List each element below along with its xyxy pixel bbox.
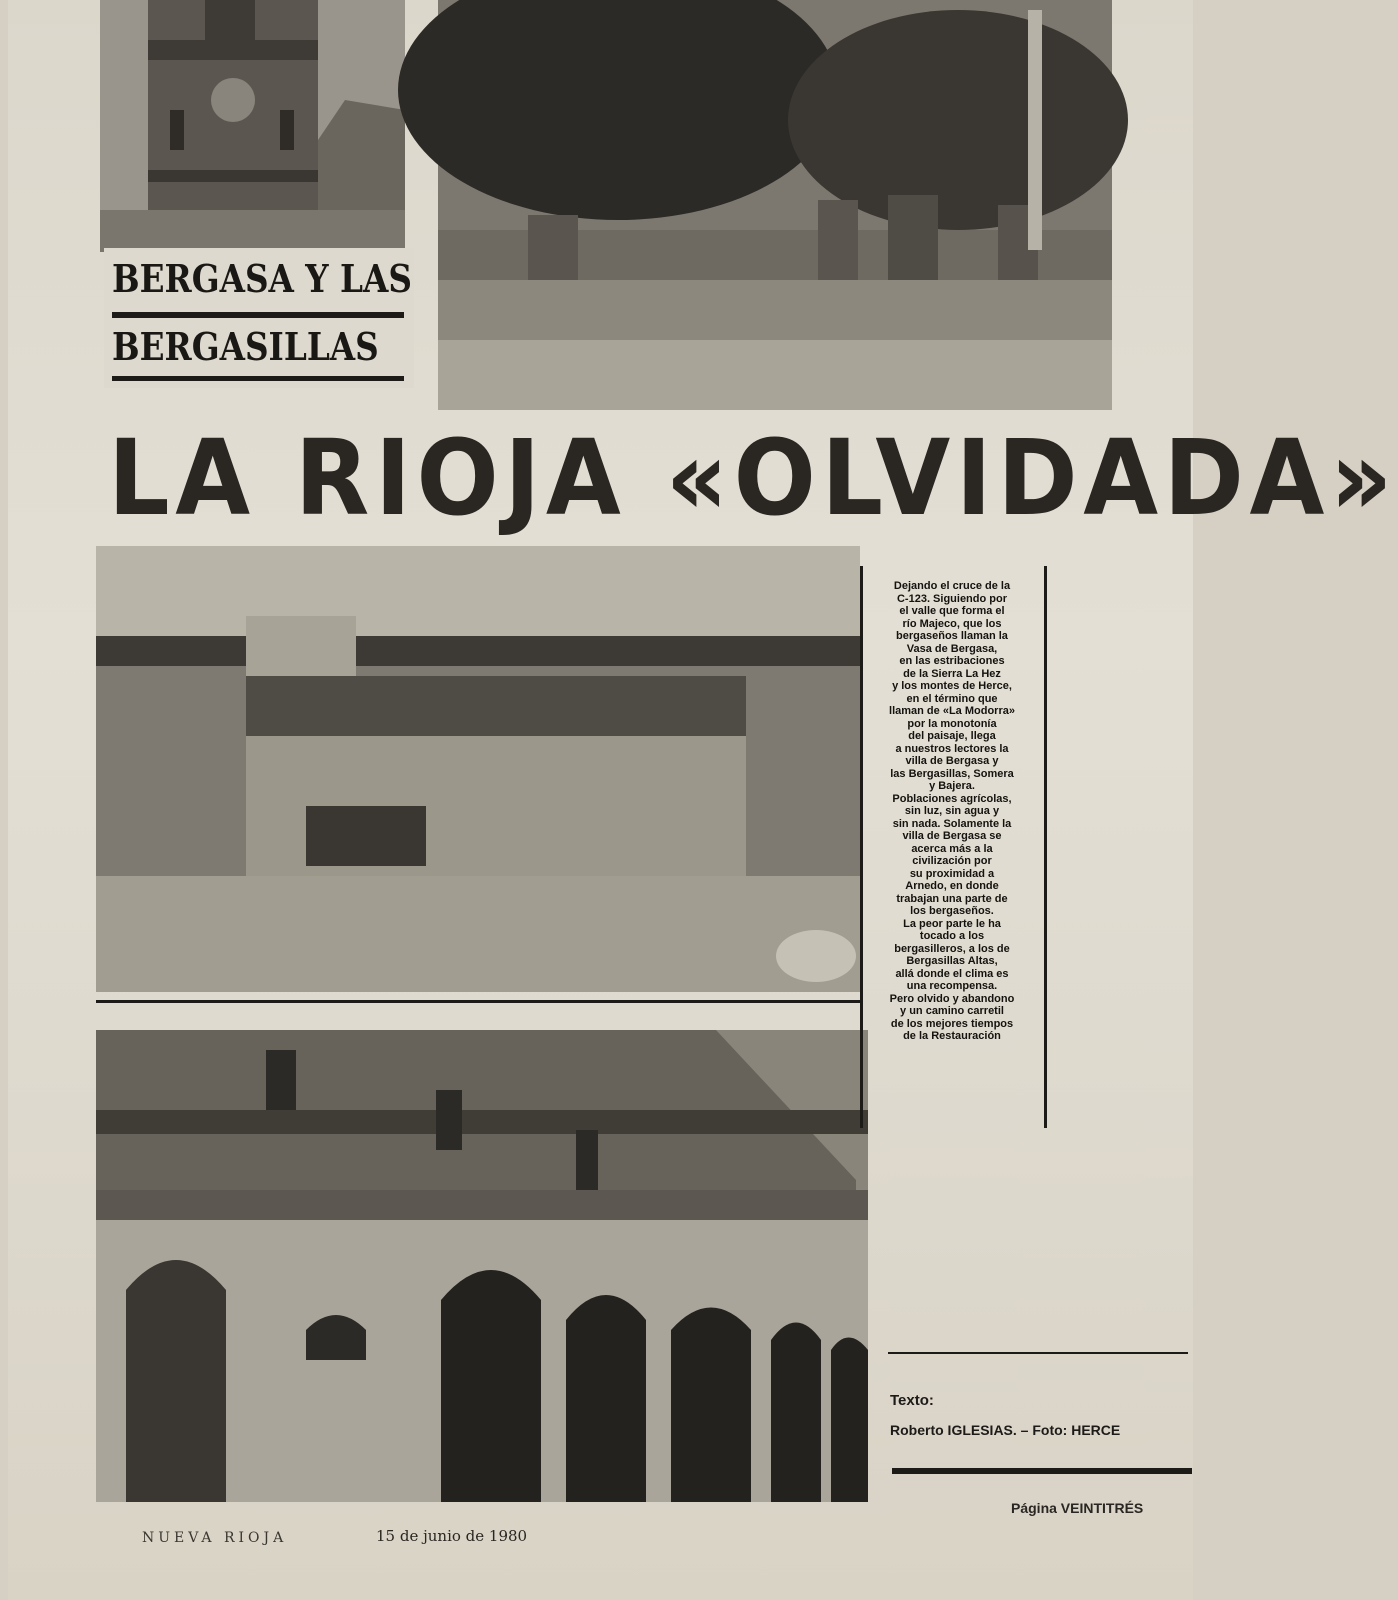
article-body-line: su proximidad a xyxy=(909,867,995,880)
article-body-line: tocado a los xyxy=(919,930,985,942)
article-body-line: y Bajera. xyxy=(929,780,975,792)
subheading-rule-2 xyxy=(112,376,404,381)
article-body-line: y los montes de Herce, xyxy=(892,680,1012,692)
column-left-rule xyxy=(860,566,863,1128)
article-body-line: llaman de «La Modorra» xyxy=(889,705,1015,717)
article-body-line: del paisaje, llega xyxy=(908,730,996,742)
church-tower-photo xyxy=(100,0,405,252)
headline: LA RIOJA «OLVIDADA» xyxy=(108,417,1398,539)
article-body-line: una recompensa. xyxy=(906,980,998,992)
column-right-rule xyxy=(1044,566,1047,1128)
photo-divider xyxy=(96,1000,860,1003)
article-body-line: trabajan una parte de xyxy=(896,892,1008,905)
article-body-line: y un camino carretil xyxy=(900,1005,1004,1017)
article-body-line: villa de Bergasa y xyxy=(905,755,999,767)
footer-page-number: Página VEINTITRÉS xyxy=(1011,1500,1144,1516)
credit-top-rule xyxy=(888,1352,1188,1354)
article-body-line: civilización por xyxy=(912,855,992,867)
article-body-line: Arnedo, en donde xyxy=(905,880,999,892)
article-body-line: a nuestros lectores la xyxy=(895,742,1009,755)
article-body-line: C-123. Siguiendo por xyxy=(896,592,1007,605)
article-body-line: de la Restauración xyxy=(903,1030,1001,1042)
credit-bottom-rule xyxy=(892,1468,1192,1474)
arcade-building-photo xyxy=(96,1030,868,1502)
subheading-rule-1 xyxy=(112,312,404,318)
newspaper-page xyxy=(8,0,1398,1600)
article-body-line: de los mejores tiempos xyxy=(890,1017,1014,1030)
article-body-line: bergaseños llaman la xyxy=(896,630,1008,642)
article-body-line: bergasilleros, a los de xyxy=(894,942,1010,955)
article-body-line: sin luz, sin agua y xyxy=(904,805,1000,817)
article-body-line: las Bergasillas, Somera xyxy=(890,767,1014,780)
subheading-line-2: BERGASILLAS xyxy=(112,324,379,369)
stone-wall-photo xyxy=(438,0,1112,410)
footer-date: 15 de junio de 1980 xyxy=(376,1527,528,1545)
article-body-line: Vasa de Bergasa, xyxy=(906,642,998,655)
article-body-line: acerca más a la xyxy=(911,842,993,855)
credit-names: Roberto IGLESIAS. – Foto: HERCE xyxy=(890,1422,1121,1438)
article-body-line: villa de Bergasa se xyxy=(902,830,1002,842)
article-body-line: Dejando el cruce de la xyxy=(893,580,1011,592)
article-body-line: río Majeco, que los xyxy=(902,617,1002,630)
credit-label: Texto: xyxy=(890,1392,934,1409)
article-body xyxy=(866,580,1038,1043)
article-body-line: allá donde el clima es xyxy=(895,967,1009,980)
article-body-line: Pero olvido y abandono xyxy=(889,992,1015,1005)
article-body-line: sin nada. Solamente la xyxy=(892,817,1012,830)
article-body-line: La peor parte le ha xyxy=(903,917,1001,930)
article-body-line: por la monotonía xyxy=(907,717,997,730)
article-body-line: Bergasillas Altas, xyxy=(906,955,998,967)
article-body-line: en las estribaciones xyxy=(899,655,1005,667)
subheading-line-1: BERGASA Y LAS xyxy=(112,256,412,301)
article-body-line: el valle que forma el xyxy=(899,605,1005,617)
ruined-house-photo xyxy=(96,546,860,992)
article-body-line: en el término que xyxy=(906,692,998,705)
article-body-line: de la Sierra La Hez xyxy=(903,667,1001,680)
footer-newspaper-name: NUEVA RIOJA xyxy=(142,1530,288,1546)
article-body-line: los bergaseños. xyxy=(910,905,994,917)
article-body-line: Poblaciones agrícolas, xyxy=(892,792,1012,805)
